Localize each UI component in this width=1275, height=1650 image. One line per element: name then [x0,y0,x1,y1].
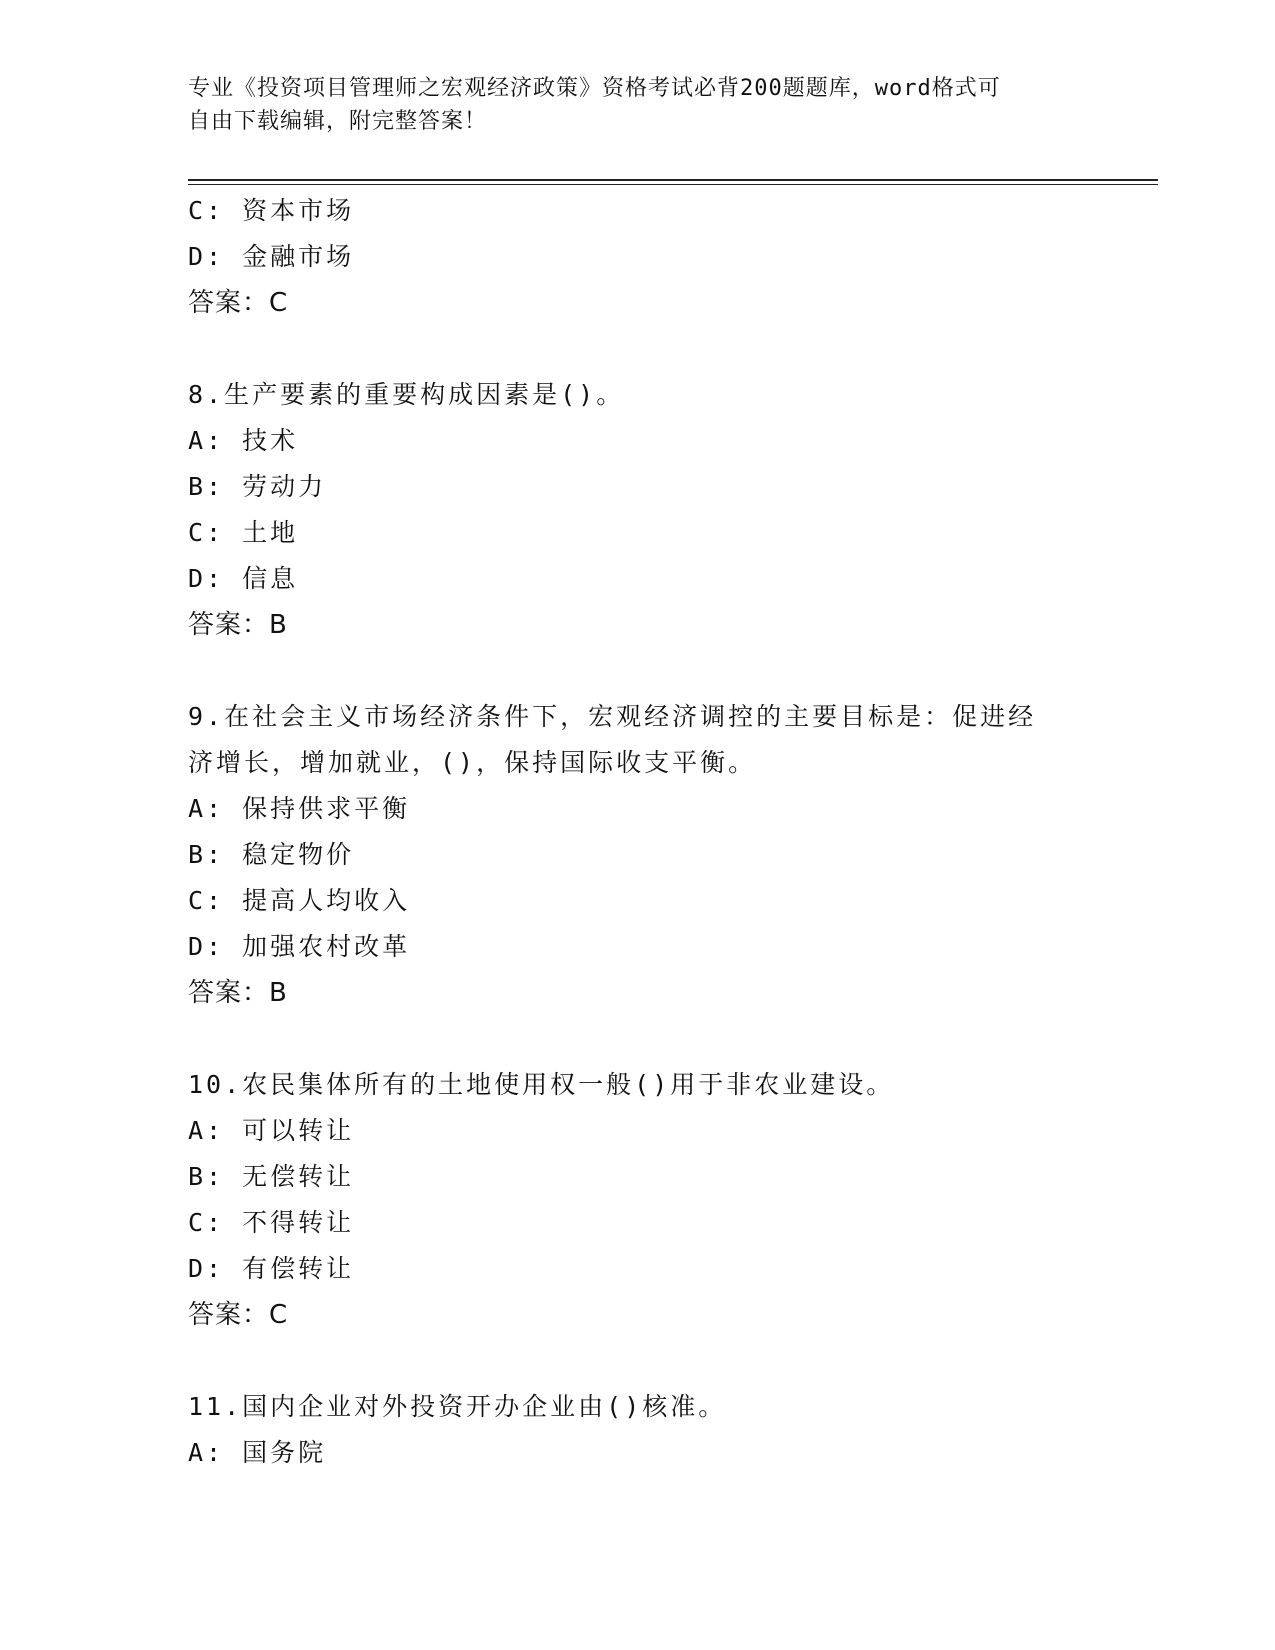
option-c: C: 资本市场 [188,196,355,225]
option-a: A: 保持供求平衡 [188,794,411,823]
spacer [188,326,1148,372]
answer: 答案：C [188,288,289,318]
document-header [188,72,1068,138]
option-c: C: 提高人均收入 [188,886,411,915]
spacer [188,648,1148,694]
question-9 [188,694,1148,1016]
option-d: D: 有偿转让 [188,1254,355,1283]
spacer [188,1016,1148,1062]
option-c: C: 不得转让 [188,1208,355,1237]
question-text: 8.生产要素的重要构成因素是()。 [188,380,625,409]
option-d: D: 信息 [188,564,299,593]
option-d: D: 加强农村改革 [188,932,411,961]
option-a: A: 国务院 [188,1438,327,1467]
question-text: 10.农民集体所有的土地使用权一般()用于非农业建设。 [188,1070,895,1099]
question-list [188,188,1148,1476]
question-11 [188,1384,1148,1476]
option-b: B: 稳定物价 [188,840,355,869]
question-partial [188,188,1148,326]
option-b: B: 劳动力 [188,472,327,501]
option-a: A: 技术 [188,426,299,455]
question-text: 11.国内企业对外投资开办企业由()核准。 [188,1392,727,1421]
question-text-continued: 济增长，增加就业，()，保持国际收支平衡。 [188,748,757,777]
option-c: C: 土地 [188,518,299,547]
option-d: D: 金融市场 [188,242,355,271]
question-text: 9.在社会主义市场经济条件下，宏观经济调控的主要目标是：促进经 [188,702,1037,731]
answer: 答案：C [188,1300,289,1330]
option-b: B: 无偿转让 [188,1162,355,1191]
spacer [188,1338,1148,1384]
header-divider-thin [188,184,1158,185]
header-line-1: 专业《投资项目管理师之宏观经济政策》资格考试必背200题题库，word格式可 [188,76,1001,101]
header-divider-thick [188,179,1158,181]
question-8 [188,372,1148,648]
question-10 [188,1062,1148,1338]
answer: 答案：B [188,610,288,640]
header-line-2: 自由下载编辑，附完整答案！ [188,109,488,134]
option-a: A: 可以转让 [188,1116,355,1145]
answer: 答案：B [188,978,288,1008]
